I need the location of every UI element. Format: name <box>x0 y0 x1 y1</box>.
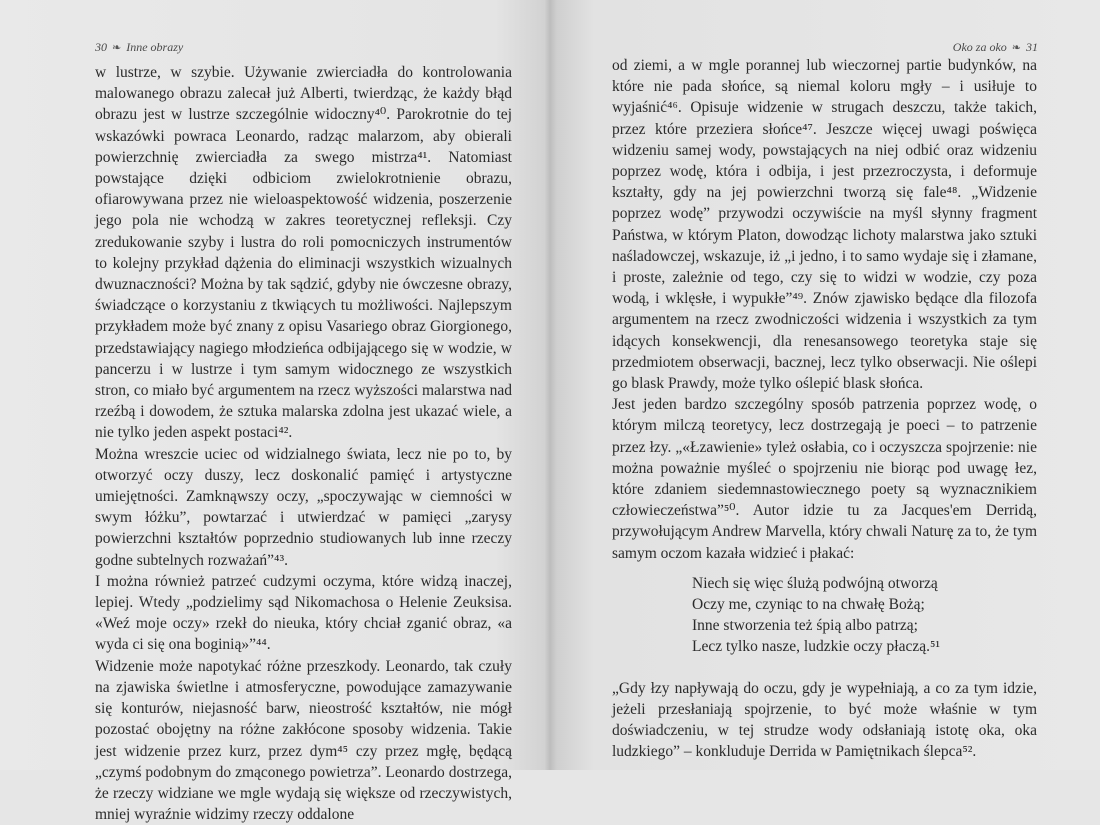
paragraph: od ziemi, a w mgle porannej lub wieczornej partie budynków, na które nie pada słońce, są niemal koloru mgły – i usiłuje to wyjaśnić⁴⁶. Opisuje widzenie w strugach deszczu, także takich, przez które przeziera słońce⁴⁷. Jeszcze więcej uwagi poświęca widzeniu samej wody, powstających na niej odbić oraz widzeniu poprzez wodę, która i odbija, i jest przezroczysta, i deformuje kształty, gdy na jej powierzchni tworzą się fale⁴⁸. „Widzenie poprzez wodę” przywodzi oczywiście na myśl słynny fragment Państwa, w którym Platon, dowodząc lichoty malarstwa jako sztuki naśladowczej, wskazuje, iż „i jedno, i to samo wydaje się i złamane, i proste, zależnie od tego, czy się to widzi w wodzie, czy poza wodą, i wklęsłe, i wypukłe”⁴⁹. Znów zjawisko będące dla filozofa argumentem na rzecz zwodniczości widzenia i wszystkich za tym idących konsekwencji, dla renesansowego teoretyka staje się przedmiotem obserwacji, bacznej, lecz tylko obserwacji. Nie oślepi go blask Prawdy, może tylko oślepić blask słońca. <box>612 57 1037 393</box>
paragraph: I można również patrzeć cudzymi oczyma, które widzą inaczej, lepiej. Wtedy „podzielimy sąd Nikomachosa o Helenie Zeuksisa. «Weź moje oczy» rzekł do nieuka, który chciał zganić obraz, «a wyda ci się ona boginią»”⁴⁴. <box>95 572 512 654</box>
right-running-head <box>953 40 1038 55</box>
left-running-title: Inne obrazy <box>126 40 184 54</box>
left-page <box>0 0 548 824</box>
right-running-title: Oko za oko <box>952 40 1007 54</box>
right-page <box>552 0 1100 770</box>
left-running-head <box>95 40 183 55</box>
poem-quote <box>612 573 1037 658</box>
leaf-ornament-icon: ❧ <box>1011 42 1021 54</box>
poem-line: Lecz tylko nasze, ludzkie oczy płaczą.⁵¹ <box>692 638 941 656</box>
paragraph: „Gdy łzy napływają do oczu, gdy je wypełniają, a co za tym idzie, jeżeli przesłaniają spojrzenie, to być może właśnie w tym doświadczeniu, w tej strudze wody odsłaniają istotę oka, oka ludzkiego” – konkluduje Derrida w Pamiętnikach ślepca⁵². <box>612 679 1037 761</box>
paragraph: Można wreszcie uciec od widzialnego świata, lecz nie po to, by otworzyć oczy duszy, lecz doskonalić pamięć i artystyczne umiejętności. Zamknąwszy oczy, „spoczywając w ciemności w swym łóżku”, powtarzać i utwierdzać w pamięci „zarysy powierzchni kształtów poprzednio studiowanych lub inne rzeczy godne subtelnych rozważań”⁴³. <box>95 445 512 569</box>
paragraph: Widzenie może napotykać różne przeszkody. Leonardo, tak czuły na zjawiska świetlne i atmosferyczne, powodujące zamazywanie się konturów, niejasność barw, nieostrość kształtów, nie mógł pozostać obojętny na różne zakłócone sposoby widzenia. Takie jest widzenie przez kurz, przez dym⁴⁵ czy przez mgłę, będącą „czymś podobnym do zmąconego powietrza”. Leonardo dostrzega, że rzeczy widziane we mgle wydają się większe od rzeczywistych, mniej wyraźnie widzimy rzeczy oddalone <box>95 657 512 824</box>
right-page-number: 31 <box>1026 40 1038 54</box>
paragraph: Jest jeden bardzo szczególny sposób patrzenia poprzez wodę, o którym milczą teoretycy, lecz dostrzegają je poeci – to patrzenie przez łzy. „«Łzawienie» tyleż osłabia, co i oczyszcza spojrzenie: nie można poważnie myśleć o spojrzeniu nie biorąc pod uwagę łez, które zdaniem siedemnastowiecznego poety są wyznacznikiem człowieczeństwa”⁵⁰. Autor idzie tu za Jacques'em Derridą, przywołującym Andrew Marvella, który chwali Naturę za to, że tym samym oczom kazała widzieć i płakać: <box>612 396 1037 562</box>
left-page-number: 30 <box>95 40 107 54</box>
right-body-text <box>612 55 1037 763</box>
leaf-ornament-icon: ❧ <box>112 42 122 54</box>
paragraph: w lustrze, w szybie. Używanie zwierciadła do kontrolowania malowanego obrazu zalecał już Alberti, twierdząc, że każdy błąd obrazu jest w lustrze szczególnie widoczny⁴⁰. Parokrotnie do tej wskazówki powraca Leonardo, radząc malarzom, aby obierali powierzchnię zwierciadła za swego mistrza⁴¹. Natomiast powstające dzięki odbiciom zwielokrotnienie obrazu, ofiarowywana przez nie wieloaspektowość widzenia, poszerzenie jego pola nie wchodzą w zakres teoretycznej refleksji. Czy zredukowanie szyby i lustra do roli pomocniczych instrumentów to kolejny przykład dążenia do eliminacji wszystkich wizualnych dwuznaczności? Można by tak sądzić, gdyby nie ówczesne obrazy, świadczące o korzystaniu z tkwiących tu możliwości. Najlepszym przykładem może być znany z opisu Vasariego obraz Giorgionego, przedstawiający nagiego młodzieńca odbijającego się w wodzie, w pancerzu i w lustrze i tym samym widocznego ze wszystkich stron, co miało być argumentem na rzecz wyższości malarstwa nad rzeźbą i dowodem, że sztuka malarska zdolna jest ukazać wiele, a nie tylko jeden aspekt postaci⁴². <box>95 64 512 442</box>
poem-line: Niech się więc ślużą podwójną otworzą <box>692 574 938 592</box>
left-body-text <box>95 62 512 825</box>
poem-line: Inne stworzenia też śpią albo patrzą; <box>692 617 918 635</box>
poem-line: Oczy me, czyniąc to na chwałę Bożą; <box>692 596 925 614</box>
